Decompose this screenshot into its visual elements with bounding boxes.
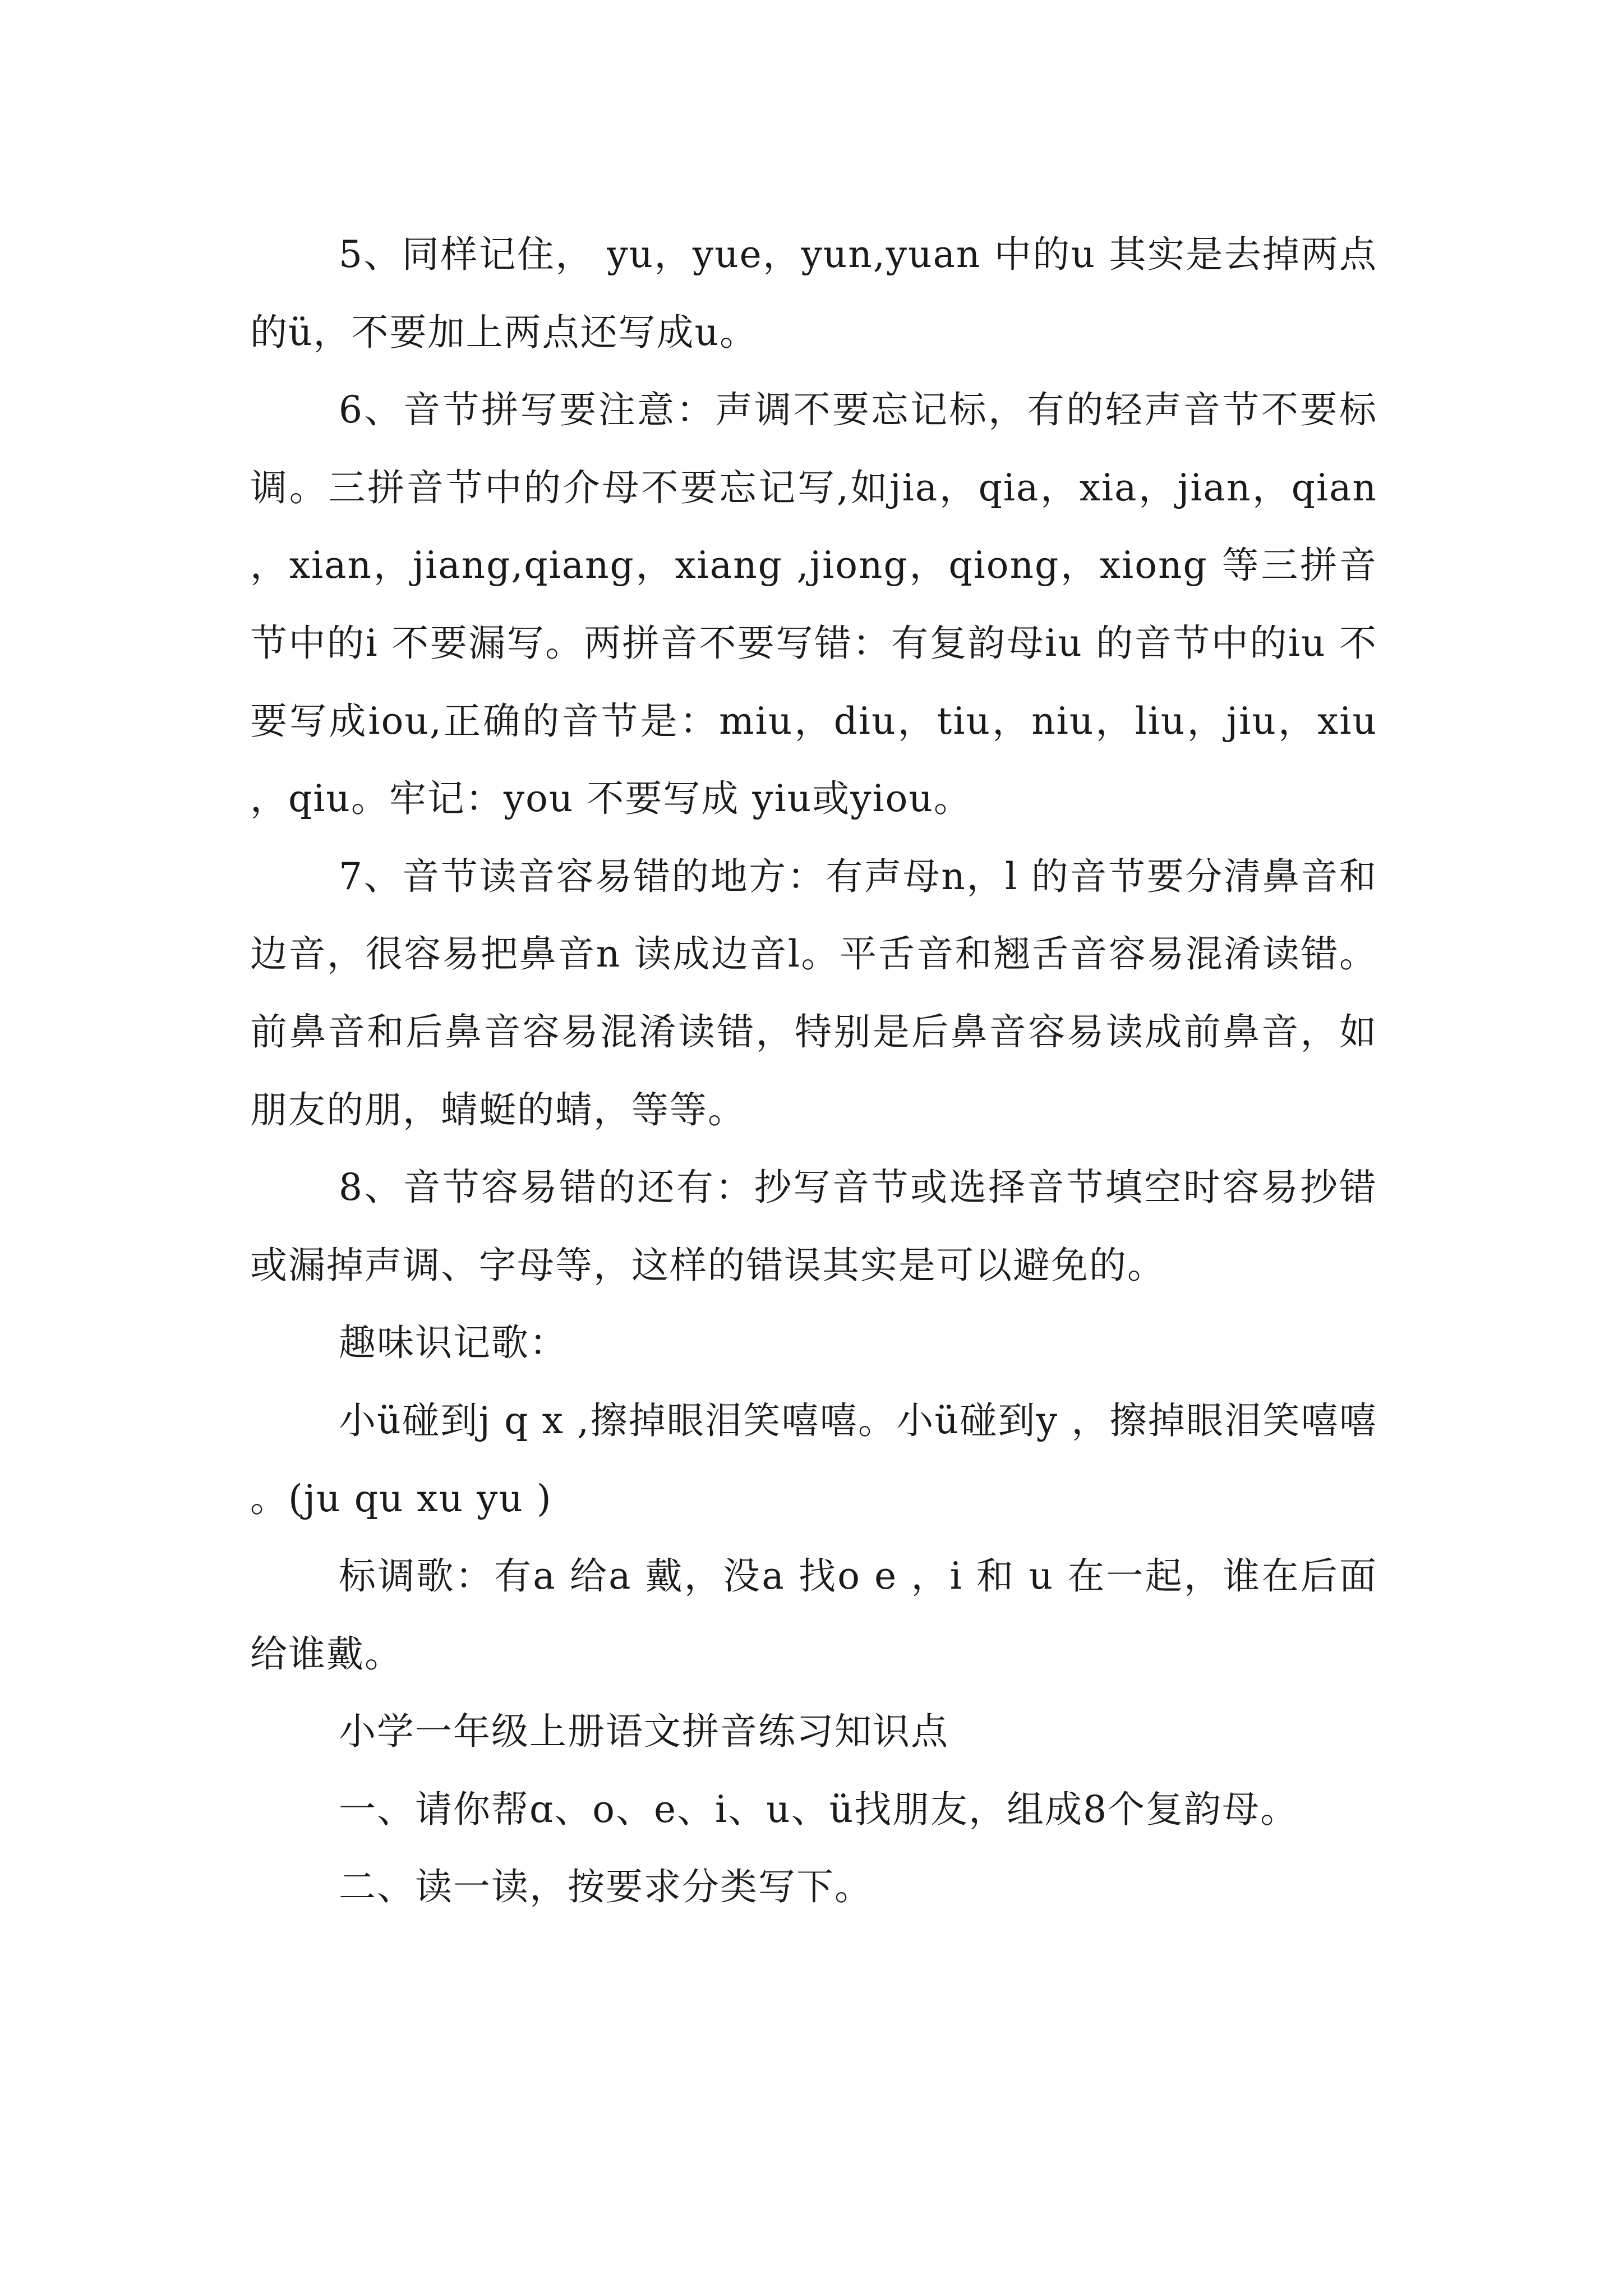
paragraph-rule-8: 8、音节容易错的还有：抄写音节或选择音节填空时容易抄错或漏掉声调、字母等，这样的错误其实是可以避免的。	[250, 1166, 1377, 1287]
paragraph-rule-6: 6、音节拼写要注意：声调不要忘记标，有的轻声音节不要标调。三拼音节中的介母不要忘记写,如jia，qia，xia，jian，qian，xian，jiang,qiang，xiang ,jiong，qiong，xiong 等三拼音节中的i 不要漏写。两拼音不要写错：有复韵母iu 的音节中的iu 不要写成iou,正确的音节是：miu，diu，tiu，niu，liu，jiu，xiu，qiu。牢记：you 不要写成 yiu或yiou。	[250, 388, 1377, 821]
paragraph-tone-song: 标调歌：有a 给a 戴，没a 找o e ，i 和 u 在一起，谁在后面给谁戴。	[250, 1554, 1377, 1676]
section-title: 小学一年级上册语文拼音练习知识点	[339, 1710, 949, 1754]
exercise-2: 二、读一读，按要求分类写下。	[339, 1865, 873, 1909]
paragraph-rule-5: 5、同样记住， yu，yue，yun,yuan 中的u 其实是去掉两点的ü，不要加上两点还写成u。	[250, 233, 1377, 354]
document-body	[250, 216, 1377, 1926]
exercise-1: 一、请你帮ɑ、o、e、i、u、ü找朋友，组成8个复韵母。	[339, 1787, 1299, 1831]
heading-memory-song: 趣味识记歌：	[339, 1321, 568, 1365]
paragraph-umlaut-song: 小ü碰到j q x ,擦掉眼泪笑嘻嘻。小ü碰到y ，擦掉眼泪笑嘻嘻。(ju qu xu yu )	[250, 1398, 1377, 1520]
paragraph-rule-7: 7、音节读音容易错的地方：有声母n，l 的音节要分清鼻音和边音，很容易把鼻音n 读成边音l。平舌音和翘舌音容易混淆读错。前鼻音和后鼻音容易混淆读错，特别是后鼻音容易读成前鼻音，如朋友的朋，蜻蜓的蜻，等等。	[250, 854, 1377, 1131]
